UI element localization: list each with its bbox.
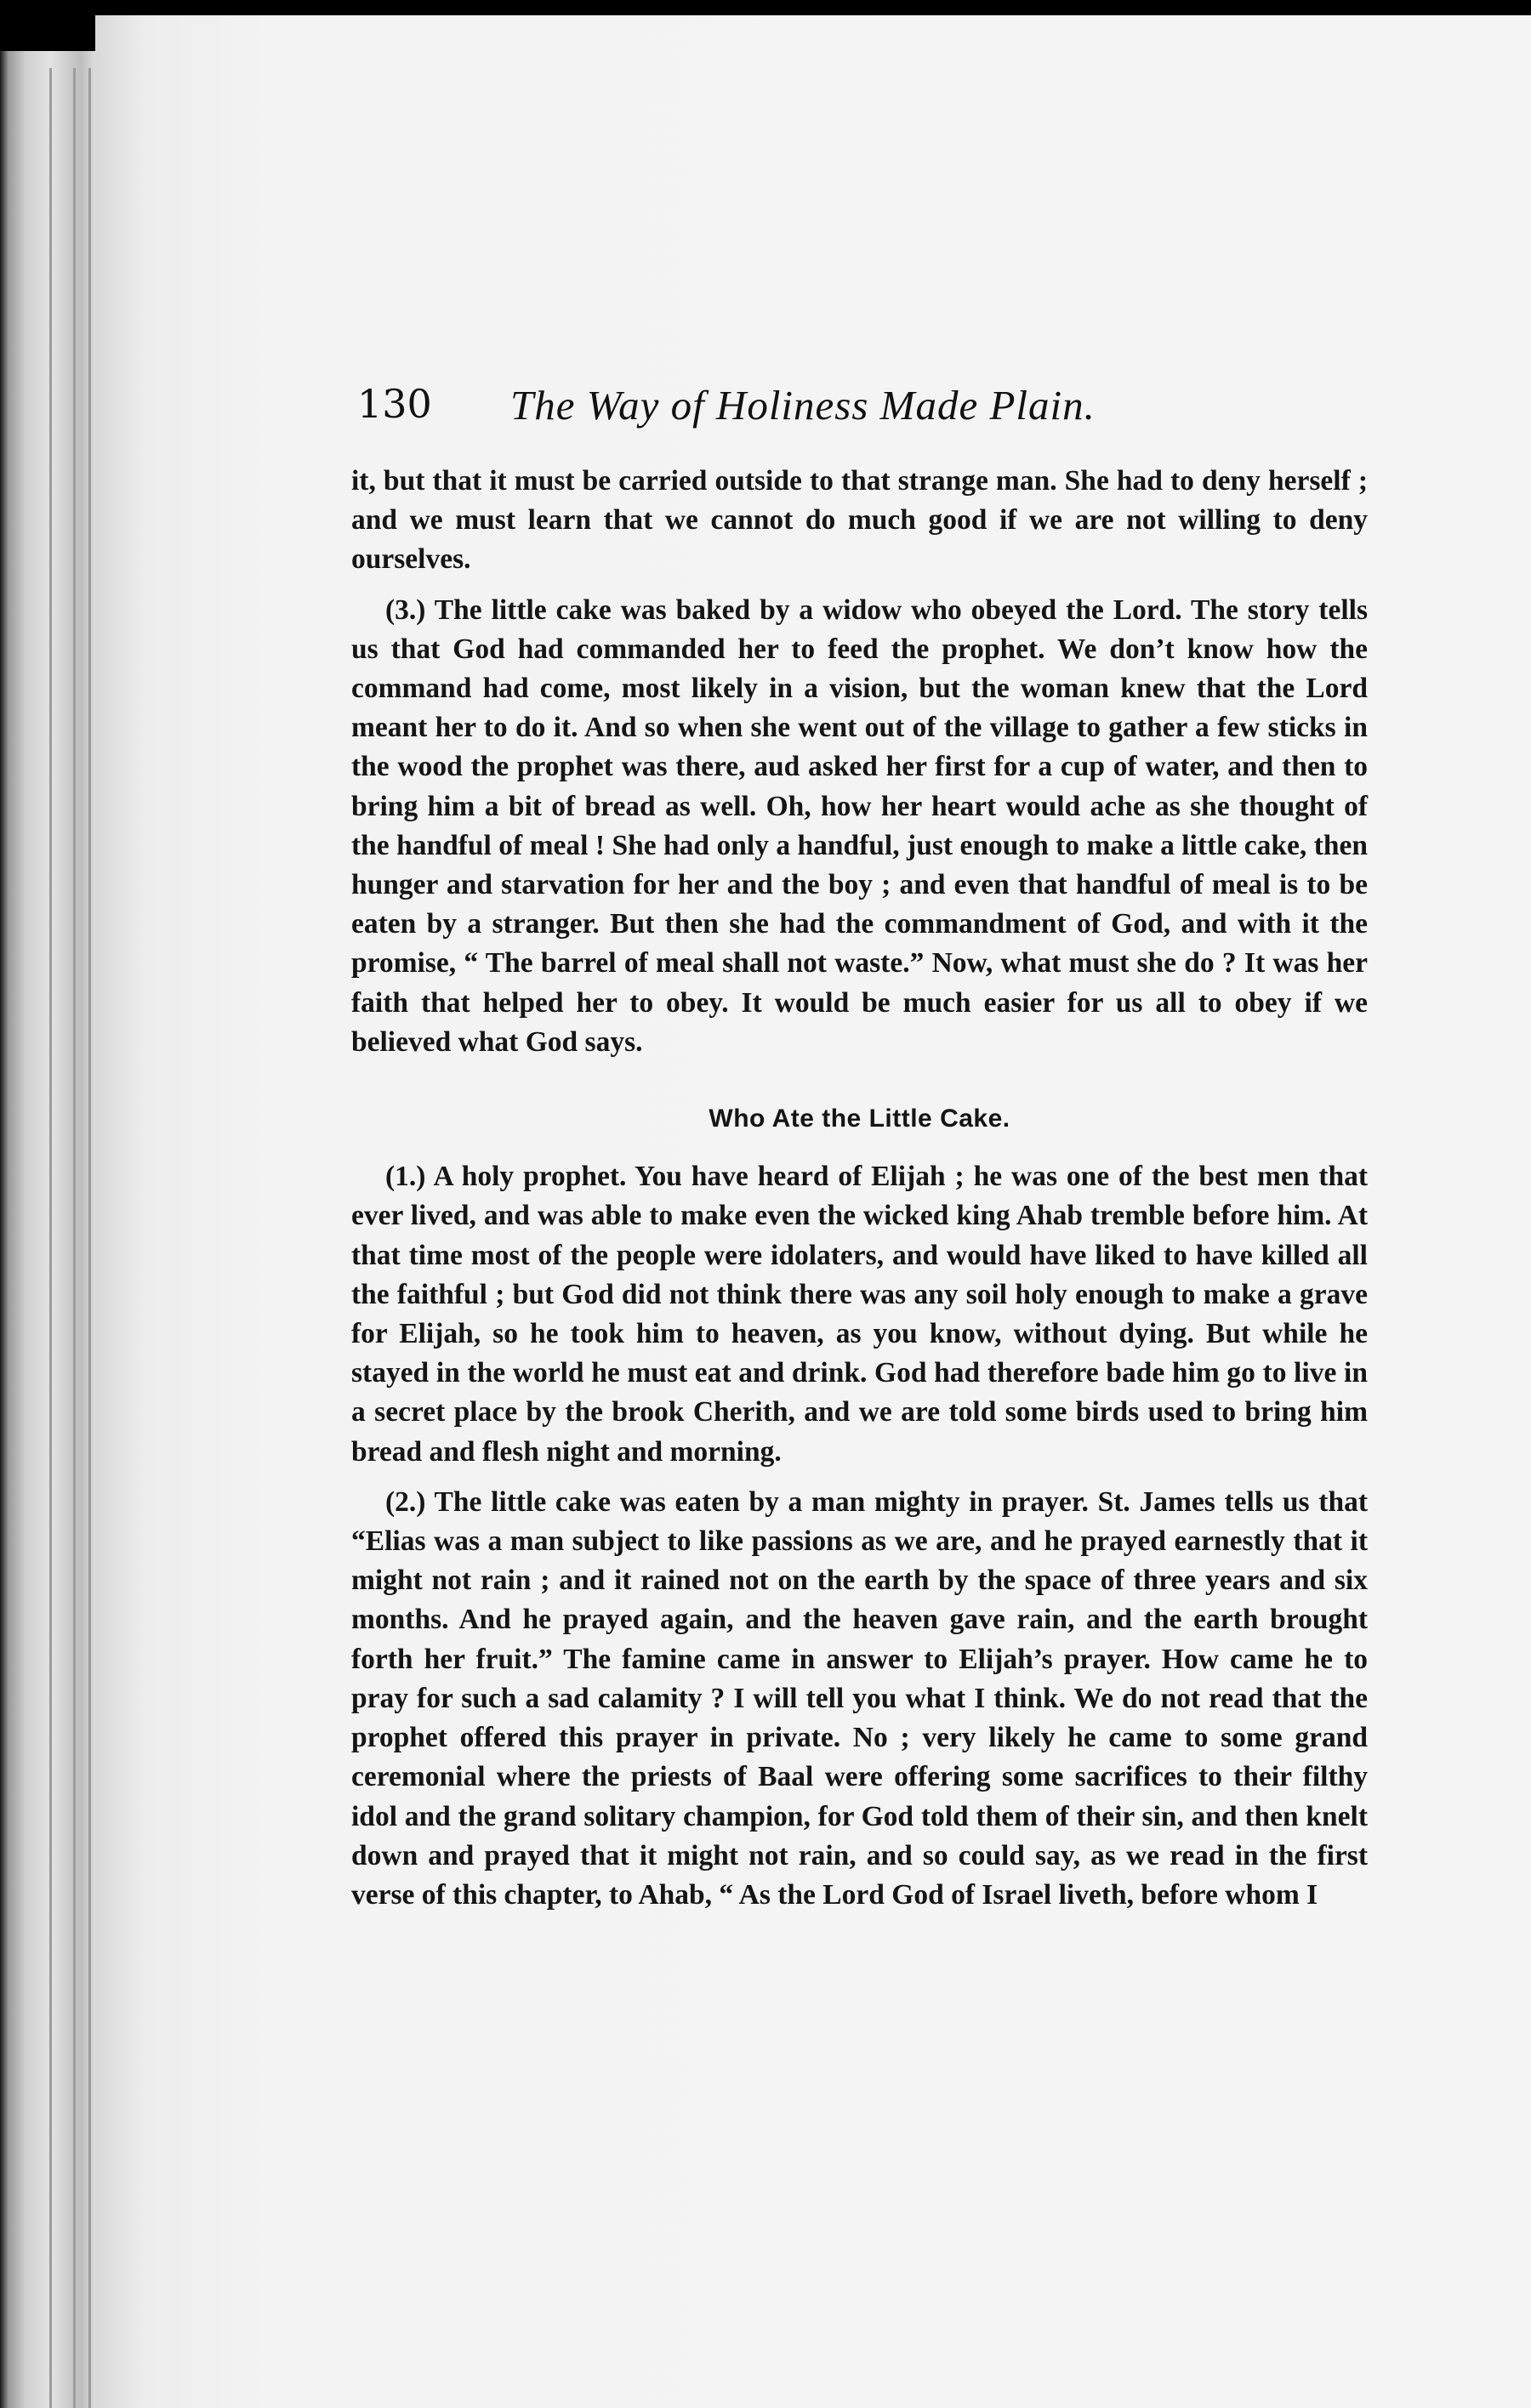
page-edge-line [73, 68, 76, 2408]
paragraph: (2.) The little cake was eaten by a man mighty in prayer. St. James tells us that “Elias was a man subject to like passions as we are, and he prayed earnestly that it might not rain ; and it rained not on the earth by the space of three years and six months. And he prayed again, and the heaven gave rain, and the earth brought forth her fruit.” The famine came in answer to Elijah’s prayer. How came he to pray for such a sad calamity ? I will tell you what I think. We do not read that the prophet offered this prayer in private. No ; very likely he came to some grand ceremonial where the priests of Baal were offering some sacrifices to their filthy idol and the grand solitary champion, for God told them of their sin, and then knelt down and prayed that it might not rain, and so could say, as we read in the first verse of this chapter, to Ahab, “ As the Lord God of Israel liveth, before whom I [351, 1485, 1368, 1911]
running-header [357, 381, 1250, 435]
body-text [351, 462, 1368, 1915]
binding-shadow [0, 0, 1531, 15]
page-edges [0, 51, 95, 2408]
section-heading: Who Ate the Little Cake. [709, 1105, 1010, 1133]
page-edge-line [49, 68, 52, 2408]
paragraph: (3.) The little cake was baked by a widow who obeyed the Lord. The story tells us that God had commanded her to feed the prophet. We don’t know how the command had come, most likely in a vision, but the woman knew that the Lord meant her to do it. And so when she went out of the village to gather a few sticks in the wood the prophet was there, aud asked her first for a cup of water, and then to bring him a bit of bread as well. Oh, how her heart would ache as she thought of the handful of meal ! She had only a handful, just enough to make a little cake, then hunger and starvation for her and the boy ; and even that handful of meal is to be eaten by a stranger. But then she had the commandment of God, and with it the promise, “ The barrel of meal shall not waste.” Now, what must she do ? It was her faith that helped her to obey. It would be much easier for us all to obey if we believed what God says. [351, 593, 1368, 1058]
running-title: The Way of Holiness Made Plain. [510, 382, 1096, 429]
paragraph: it, but that it must be carried outside to that strange man. She had to deny herself ; and we must learn that we cannot do much good if we are not willing to deny ourselves. [351, 465, 1368, 576]
paragraph: (1.) A holy prophet. You have heard of Elijah ; he was one of the best men that ever lived, and was able to make even the wicked king Ahab tremble before him. At that time most of the people were idolaters, and would have liked to have killed all the faithful ; but God did not think there was any soil holy enough to make a grave for Elijah, so he took him to heaven, as you know, without dying. But while he stayed in the world he must eat and drink. God had therefore bade him go to live in a secret place by the brook Cherith, and we are told some birds used to bring him bread and flesh night and morning. [351, 1161, 1368, 1468]
page-edge-line [88, 68, 91, 2408]
page-number: 130 [357, 381, 432, 427]
